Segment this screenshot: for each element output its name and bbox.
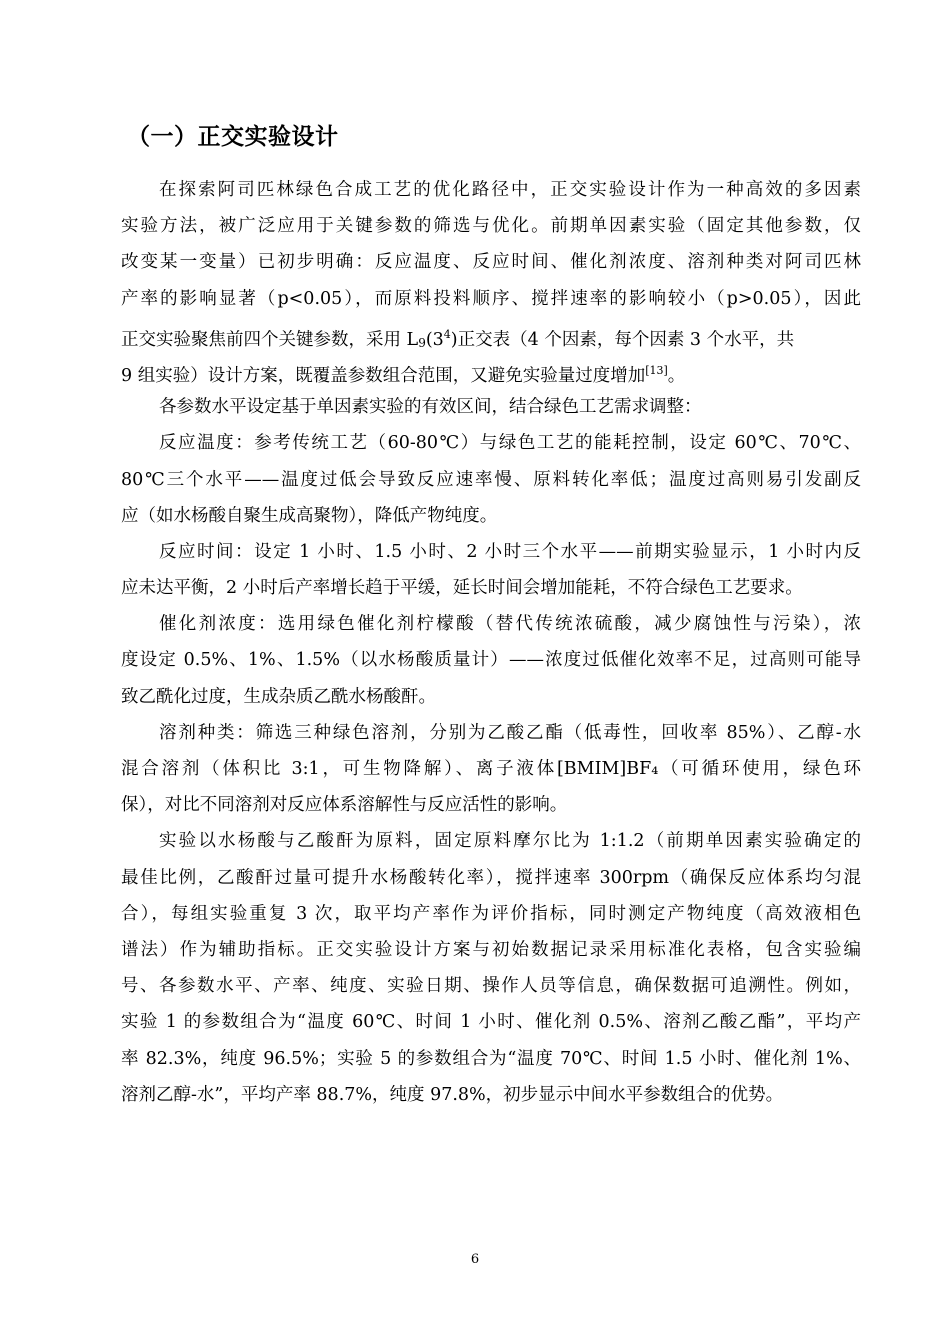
line-5-text-b: (3 (425, 329, 444, 350)
orthogonal-table-superscript: 4 (443, 327, 451, 341)
paragraph-7-line-8: 溶剂乙醇-水”，平均产率 88.7%，纯度 97.8%，初步显示中间水平参数组合的优势。 (121, 1084, 784, 1105)
paragraph-4-line-2: 应未达平衡，2 小时后产率增长趋于平缓，延长时间会增加能耗，不符合绿色工艺要求。 (121, 578, 803, 599)
paragraph-4-line-1: 反应时间：设定 1 小时、1.5 小时、2 小时三个水平——前期实验显示，1 小时内反 (159, 541, 861, 562)
paragraph-6-line-2: 混合溶剂（体积比 3:1，可生物降解）、离子液体[BMIM]BF₄（可循环使用，绿色环 (121, 759, 861, 779)
paragraph-1-line-1: 在探索阿司匹林绿色合成工艺的优化路径中，正交实验设计作为一种高效的多因素 (159, 180, 861, 200)
paragraph-1-line-2: 实验方法，被广泛应用于关键参数的筛选与优化。前期单因素实验（固定其他参数，仅 (121, 216, 861, 237)
line-6-text-b: 。 (667, 365, 686, 386)
orthogonal-table-subscript: 9 (418, 335, 426, 350)
paragraph-1-line-5 (121, 317, 861, 353)
paragraph-6-line-3: 保），对比不同溶剂对反应体系溶解性与反应活性的影响。 (121, 795, 568, 816)
paragraph-7-line-4: 谱法）作为辅助指标。正交实验设计方案与初始数据记录采用标准化表格，包含实验编 (121, 939, 861, 960)
paragraph-5-line-2: 度设定 0.5%、1%、1.5%（以水杨酸质量计）——浓度过低催化效率不足，过高则可能导 (121, 650, 861, 671)
paragraph-3-line-3: 应（如水杨酸自聚生成高聚物），降低产物纯度。 (121, 505, 498, 526)
paragraph-7-line-6: 实验 1 的参数组合为“温度 60℃、时间 1 小时、催化剂 0.5%、溶剂乙酸乙酯”，平均产 (121, 1012, 861, 1033)
paragraph-5-line-1: 催化剂浓度：选用绿色催化剂柠檬酸（替代传统浓硫酸，减少腐蚀性与污染），浓 (159, 614, 861, 635)
paragraph-6-line-1: 溶剂种类：筛选三种绿色溶剂，分别为乙酸乙酯（低毒性，回收率 85%）、乙醇-水 (159, 722, 861, 743)
line-5-text-c: )正交表（4 个因素，每个因素 3 个水平，共 (450, 329, 795, 350)
paragraph-7-line-3: 合），每组实验重复 3 次，取平均产率作为评价指标，同时测定产物纯度（高效液相色 (121, 903, 861, 924)
line-6-text-a: 9 组实验）设计方案，既覆盖参数组合范围，又避免实验量过度增加 (121, 365, 646, 386)
paragraph-7-line-7: 率 82.3%，纯度 96.5%；实验 5 的参数组合为“温度 70℃、时间 1.5 小时、催化剂 1%、 (121, 1048, 861, 1069)
paragraph-3-line-1: 反应温度：参考传统工艺（60-80℃）与绿色工艺的能耗控制，设定 60℃、70℃、 (159, 433, 861, 454)
paragraph-1-line-3: 改变某一变量）已初步明确：反应温度、反应时间、催化剂浓度、溶剂种类对阿司匹林 (121, 252, 861, 273)
paragraph-7-line-2: 最佳比例，乙酸酐过量可提升水杨酸转化率），搅拌速率 300rpm（确保反应体系均匀混 (121, 867, 861, 888)
line-5-text-a: 正交实验聚焦前四个关键参数，采用 L (121, 329, 419, 350)
paragraph-1-line-6 (121, 353, 861, 389)
paragraph-7-line-5: 号、各参数水平、产率、纯度、实验日期、操作人员等信息，确保数据可追溯性。例如， (121, 976, 861, 997)
paragraph-1-line-4: 产率的影响显著（p<0.05），而原料投料顺序、搅拌速率的影响较小（p>0.05），因此 (121, 288, 861, 309)
section-heading: （一）正交实验设计 (127, 124, 339, 150)
paragraph-2-line-1: 各参数水平设定基于单因素实验的有效区间，结合绿色工艺需求调整： (159, 397, 702, 418)
page-number: 6 (470, 1252, 480, 1267)
citation-reference: [13] (645, 363, 668, 377)
paragraph-3-line-2: 80℃三个水平——温度过低会导致反应速率慢、原料转化率低；温度过高则易引发副反 (121, 469, 861, 490)
paragraph-7-line-1: 实验以水杨酸与乙酸酐为原料，固定原料摩尔比为 1:1.2（前期单因素实验确定的 (159, 831, 861, 852)
paragraph-5-line-3: 致乙酰化过度，生成杂质乙酰水杨酸酐。 (121, 686, 436, 707)
body-text (121, 172, 861, 1113)
